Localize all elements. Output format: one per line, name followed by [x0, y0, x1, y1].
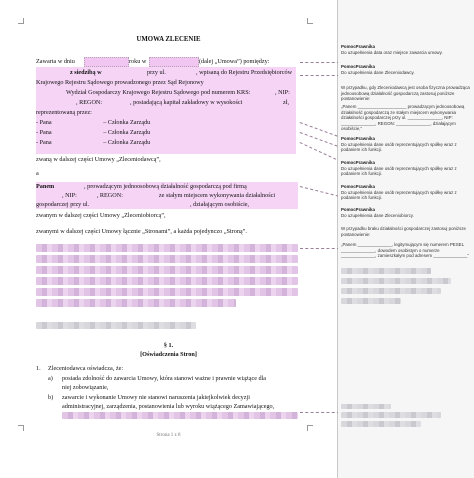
list-letter: b) — [48, 394, 54, 401]
crop-mark-top-right — [307, 18, 313, 24]
list-item: administracyjnej, zarządzenia, postanowienia lub wyroku wiążącego Zamawiającego, — [62, 403, 275, 410]
document-title: UMOWA ZLECENIE — [136, 36, 201, 43]
text-line: Wydział Gospodarczy Krajowego Rejestru Sądowego pod numerem KRS: — [66, 89, 251, 96]
field-place[interactable] — [149, 57, 199, 67]
text-line: zł, — [283, 99, 290, 106]
text-line: (dalej „Umowa”) pomiędzy: — [199, 58, 270, 65]
crop-mark-top-left — [18, 18, 24, 24]
comment-4[interactable]: „Panem ____________________ prowadzącym jednoosobową działalność gospodarczą ze stałym miejscem wykonywania działalności gospodarczej przy ul. ______________, NIP: ______________, REGON: ______________, działającym osobiście,” — [341, 104, 465, 132]
blurred-text — [36, 288, 298, 296]
text-line: zwanym w dalszej części Umowy „Zleceniobiorcą”, — [36, 212, 166, 219]
comment-10[interactable]: „Panem ______________, legitymującym się numerem PESEL ______________, dowodem osobistym o numerze ______________, zamieszkałym pod adresem ______________” — [341, 242, 469, 259]
text-line: , wpisaną do Rejestru Przedsiębiorców — [196, 69, 293, 76]
section-title: [Oświadczenia Stron] — [140, 351, 197, 358]
blurred-text — [36, 266, 298, 274]
list-item: posiada zdolność do zawarcia Umowy, która stanowi ważne i prawnie wiążące dla — [62, 375, 267, 382]
text-line: roku w — [129, 58, 147, 65]
blurred-comment — [341, 421, 421, 427]
text-line: Panem — [36, 183, 55, 190]
crop-mark-bottom-left — [18, 425, 24, 431]
text-line: zwaną w dalszej części Umowy „Zleceniodawcą”, — [36, 156, 161, 163]
comment-8[interactable]: PomocPrawnika Do uzupełnienia dane Zleceniobiorcy. — [341, 207, 414, 218]
list-item: niej zobowiązanie, — [62, 384, 109, 391]
text-line: Krajowego Rejestru Sądowego prowadzonego przez Sąd Rejonowy — [36, 79, 204, 86]
blurred-comment — [341, 298, 401, 304]
rep-line-1: - Pana – Członka Zarządu — [36, 119, 151, 126]
comment-connector — [300, 248, 340, 249]
text-line: , NIP: , REGON: ze stałym miejscem wykonywania działalności — [62, 192, 276, 199]
comment-connector — [300, 62, 340, 63]
blurred-comment — [341, 412, 441, 418]
crop-mark-bottom-right — [307, 425, 313, 431]
comment-9[interactable]: W przypadku braku działalności gospodarczej zastosuj poniższe postanowienie: — [341, 226, 466, 237]
blurred-text — [36, 277, 298, 285]
comment-6[interactable]: PomocPrawnika Do uzupełnienia dane osób reprezentujących spółkę wraz z podaniem ich funkcji. — [341, 160, 457, 177]
rep-line-3: - Pana – Członka Zarządu — [36, 139, 151, 146]
text-line: reprezentowaną przez: — [36, 109, 92, 116]
blurred-comment — [341, 278, 451, 284]
text-line: gospodarczej przy ul. — [36, 201, 90, 208]
comment-5[interactable]: PomocPrawnika Do uzupełnienia dane osób reprezentujących spółkę wraz z podaniem ich funkcji. — [341, 136, 457, 153]
comment-connector — [300, 412, 340, 413]
list-item: zawarcie i wykonanie Umowy nie stanowi naruszenia jakiejkolwiek decyzji — [62, 394, 250, 401]
text-line: , NIP: — [275, 89, 290, 96]
blurred-text — [36, 255, 298, 263]
section-number: § 1. — [163, 342, 174, 349]
comment-2[interactable]: PomocPrawnika Do uzupełnienia dane Zleceniodawcy. — [341, 64, 415, 75]
comment-7[interactable]: PomocPrawnika Do uzupełnienia dane osób reprezentujących spółkę wraz z podaniem ich funkcji. — [341, 184, 457, 201]
blurred-text — [36, 244, 298, 252]
text-line: , REGON: — [76, 99, 103, 106]
text-line: a — [36, 170, 39, 177]
text-line: , prowadzącym jednoosobową działalność gospodarczą pod firmą — [84, 183, 247, 190]
page-number: Strona 1 z 8 — [156, 433, 181, 438]
text-line: Zawarta w dniu — [36, 58, 75, 65]
blurred-text — [36, 299, 236, 307]
list-letter: a) — [48, 375, 53, 382]
field-date[interactable] — [84, 57, 129, 67]
comment-1[interactable]: PomocPrawnika Do uzupełnienia data oraz miejsce zawarcia umowy. — [341, 44, 443, 55]
rep-line-2: - Pana – Członka Zarządu — [36, 129, 151, 136]
list-item: Zleceniodawca oświadcza, że: — [48, 365, 124, 372]
comment-connector — [300, 75, 340, 76]
blurred-comment — [341, 404, 391, 409]
text-line: z siedzibą w — [70, 69, 102, 76]
comment-3[interactable]: W przypadku, gdy Zleceniodawcą jest osoba fizyczna prowadząca jednoosobową działalność gospodarczą zastosuj poniższe postanowienie: — [341, 85, 470, 102]
text-line: zwanymi w dalszej części Umowy łącznie „Stronami”, a każda pojedynczo „Stroną”. — [36, 228, 247, 235]
blurred-text — [36, 322, 196, 329]
blurred-comment — [341, 288, 441, 294]
list-number: 1. — [36, 365, 41, 372]
blurred-comment — [341, 268, 431, 274]
blurred-text — [62, 412, 298, 419]
text-line: , posiadającą kapitał zakładowy w wysokości — [130, 99, 243, 106]
text-line: , działającym osobiście, — [190, 201, 250, 208]
text-line: przy ul. — [147, 69, 166, 76]
